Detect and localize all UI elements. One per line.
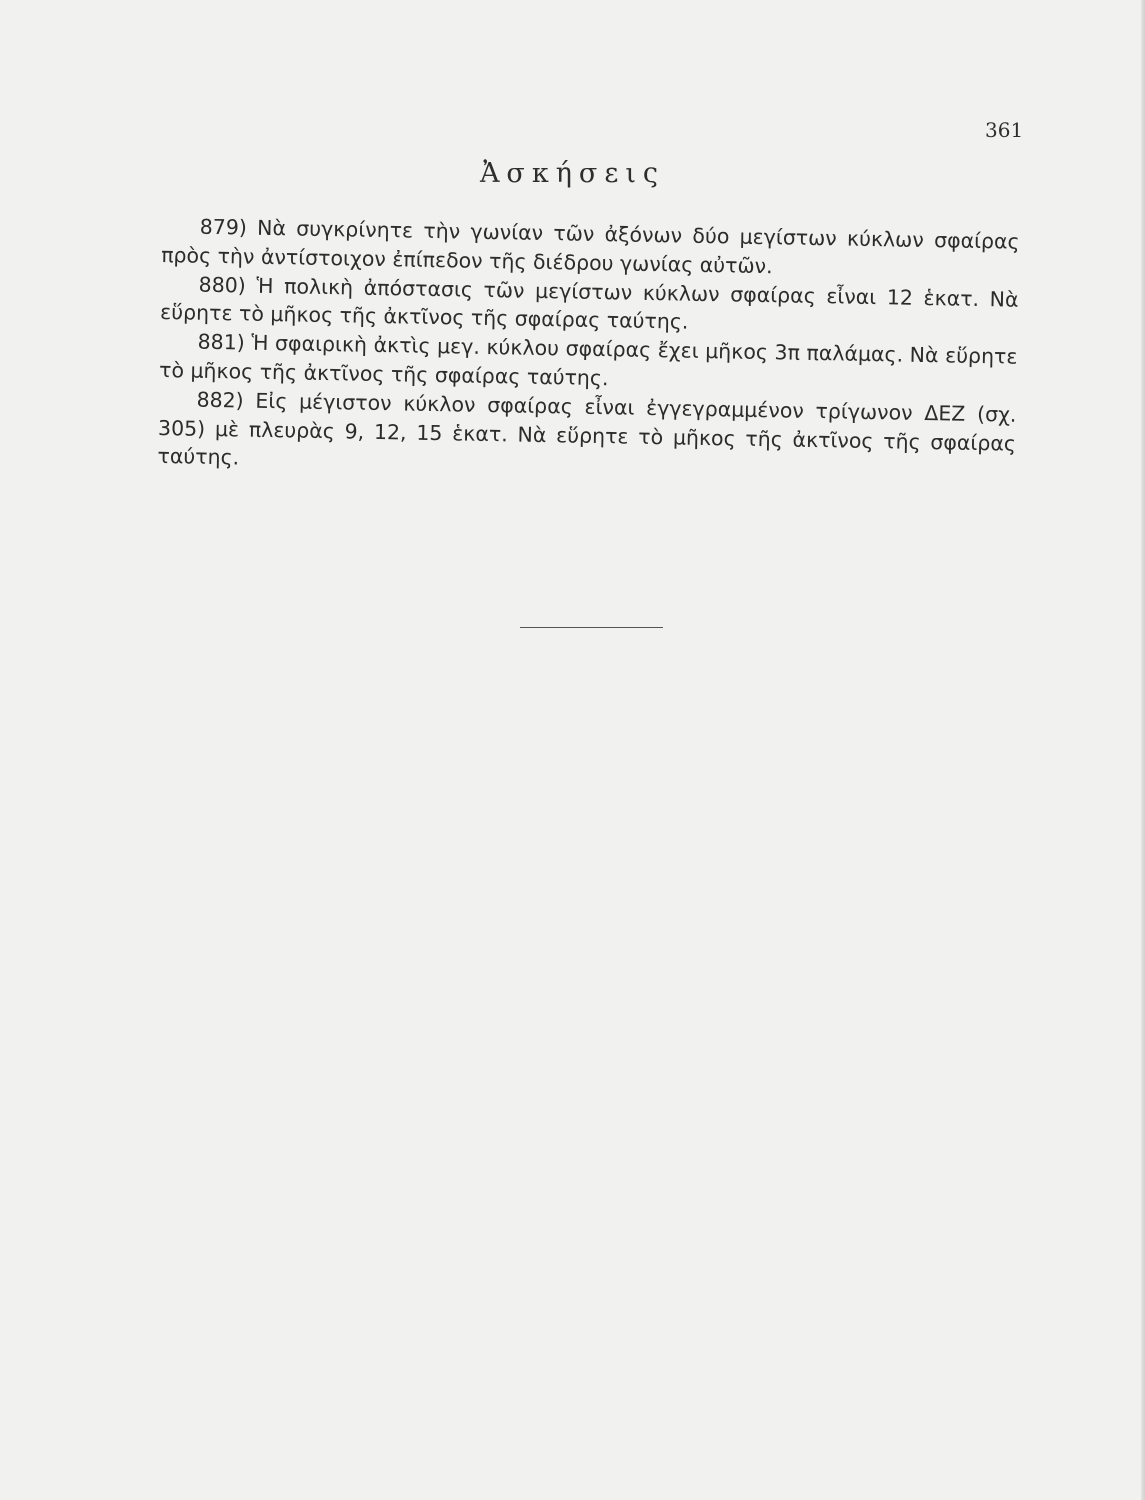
page-number: 361 [985, 118, 1024, 142]
exercise-list [157, 212, 1020, 487]
page-edge [1141, 0, 1145, 1500]
exercise-882: 882) Εἰς μέγιστον κύκλον σφαίρας εἶναι ἐγγεγραμμένον τρίγωνον ΔΕΖ (σχ. 305) μὲ πλευρὰς 9, 12, 15 ἑκατ. Νὰ εὕρητε τὸ μῆκος τῆς ἀκτῖνος τῆς σφαίρας ταύτης. [157, 387, 1017, 470]
section-heading: Ἀσκήσεις [479, 158, 666, 189]
exercise-880: 880) Ἡ πολικὴ ἀπόστασις τῶν μεγίστων κύκλων σφαίρας εἶναι 12 ἑκατ. Νὰ εὕρητε τὸ μῆκος τῆς ἀκτῖνος τῆς σφαίρας ταύτης. [159, 272, 1019, 335]
section-end-rule [520, 627, 663, 628]
exercise-881: 881) Ἡ σφαιρικὴ ἀκτὶς μεγ. κύκλου σφαίρας ἔχει μῆκος 3π παλάμας. Νὰ εὕρητε τὸ μῆκος τῆς ἀκτῖνος τῆς σφαίρας ταύτης. [158, 329, 1018, 391]
exercise-879: 879) Νὰ συγκρίνητε τὴν γωνίαν τῶν ἀξόνων δύο μεγίστων κύκλων σφαίρας πρὸς τὴν ἀντίστοιχον ἐπίπεδον τῆς διέδρου γωνίας αὐτῶν. [160, 214, 1020, 278]
